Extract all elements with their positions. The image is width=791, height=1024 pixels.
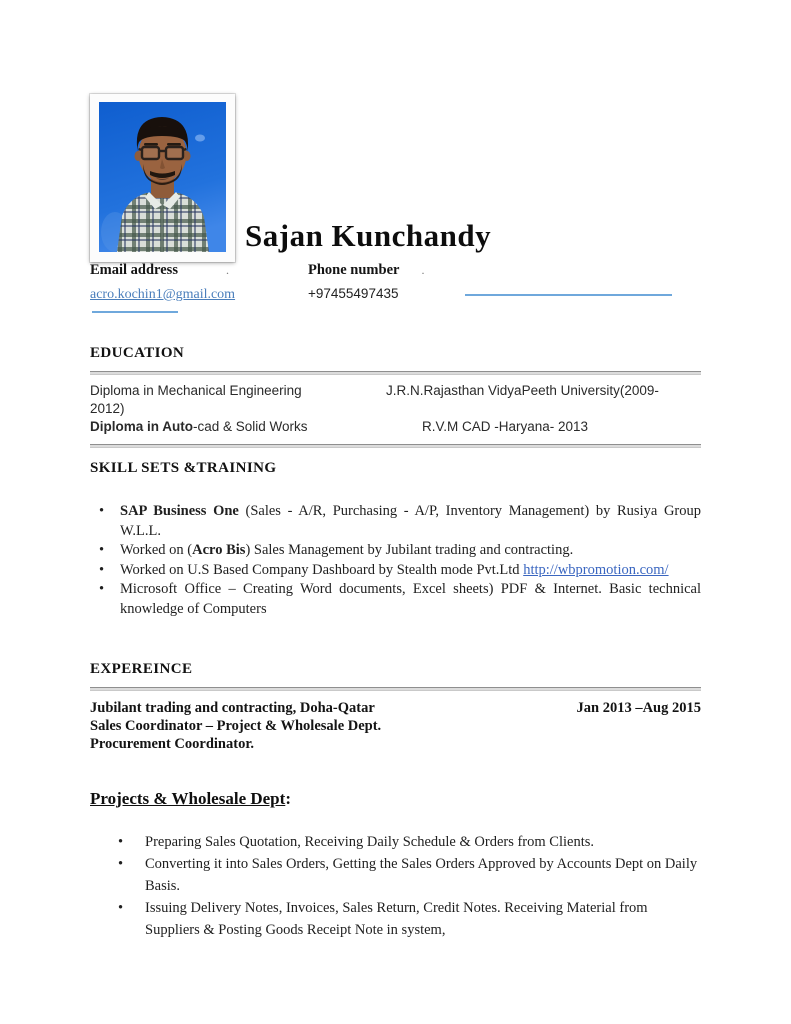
education-heading: EDUCATION <box>90 345 185 361</box>
list-item <box>90 541 701 561</box>
bullet-text: ) Sales Management by Jubilant trading and contracting. <box>245 542 574 558</box>
education-section <box>90 345 701 448</box>
bullet-text: Worked on ( <box>120 542 193 558</box>
degree-name: Diploma in Mechanical Engineering <box>90 383 302 398</box>
list-item <box>90 502 701 541</box>
email-link[interactable]: acro.kochin1@gmail.com <box>90 287 236 302</box>
bullet-text: Microsoft Office – Creating Word documents, Excel sheets) PDF & Internet. Basic technical knowledge of Computers <box>120 581 701 617</box>
website-link[interactable]: http://wbpromotion.com/ <box>523 561 669 578</box>
section-divider <box>90 687 701 691</box>
projects-heading: Projects & Wholesale Dept: <box>90 789 291 808</box>
list-item <box>90 561 701 581</box>
skills-heading: SKILL SETS &TRAINING <box>90 460 277 476</box>
education-row <box>90 418 701 436</box>
job-title: Sales Coordinator – Project & Wholesale Dept. <box>90 718 382 734</box>
section-divider <box>90 371 701 375</box>
contact-section <box>90 261 701 323</box>
education-row <box>90 382 701 400</box>
profile-photo-image <box>99 102 226 252</box>
institution-name: R.V.M CAD -Haryana- 2013 <box>422 419 589 434</box>
bullet-text: (Sales - A/R, Purchasing - A/P, Inventory Management) by Rusiya Group W.L.L. <box>120 503 701 539</box>
blank-underline-long <box>465 294 672 296</box>
degree-name: Diploma in Auto-cad & Solid Works <box>90 419 308 434</box>
projects-list <box>90 831 701 941</box>
experience-section <box>90 661 701 753</box>
institution-name: J.R.N.Rajasthan VidyaPeeth University(2009- <box>386 383 659 398</box>
skills-list <box>90 502 701 619</box>
institution-name-wrap: 2012) <box>90 401 125 416</box>
profile-photo <box>90 94 235 262</box>
projects-section <box>90 789 701 941</box>
skills-section <box>90 460 701 619</box>
date-range: Jan 2013 –Aug 2015 <box>576 700 701 716</box>
page-title: Sajan Kunchandy <box>245 218 492 253</box>
email-label: Email address <box>90 262 178 278</box>
list-item: • Preparing Sales Quotation, Receiving Daily Schedule & Orders from Clients. <box>90 831 701 853</box>
skill-name: SAP Business One <box>120 503 239 519</box>
section-divider <box>90 444 701 448</box>
stray-mark: . <box>421 263 425 277</box>
list-item: • Converting it into Sales Orders, Getting the Sales Orders Approved by Accounts Dept on Daily Basis. <box>90 853 701 897</box>
blank-underline-short <box>92 311 178 313</box>
list-item <box>90 580 701 619</box>
phone-value: +97455497435 <box>308 286 399 301</box>
stray-mark: . <box>225 263 229 277</box>
phone-label: Phone number <box>308 262 400 278</box>
bullet-text: Worked on U.S Based Company Dashboard by Stealth mode Pvt.Ltd <box>120 561 524 578</box>
job-title: Procurement Coordinator. <box>90 736 255 752</box>
skill-name: Acro Bis <box>192 542 246 558</box>
company-name: Jubilant trading and contracting, Doha-Qatar <box>90 700 375 716</box>
list-item: • Issuing Delivery Notes, Invoices, Sales Return, Credit Notes. Receiving Material from Suppliers & Posting Goods Receipt Note in system, <box>90 897 701 941</box>
experience-entry <box>90 699 701 717</box>
experience-heading: EXPEREINCE <box>90 661 193 677</box>
